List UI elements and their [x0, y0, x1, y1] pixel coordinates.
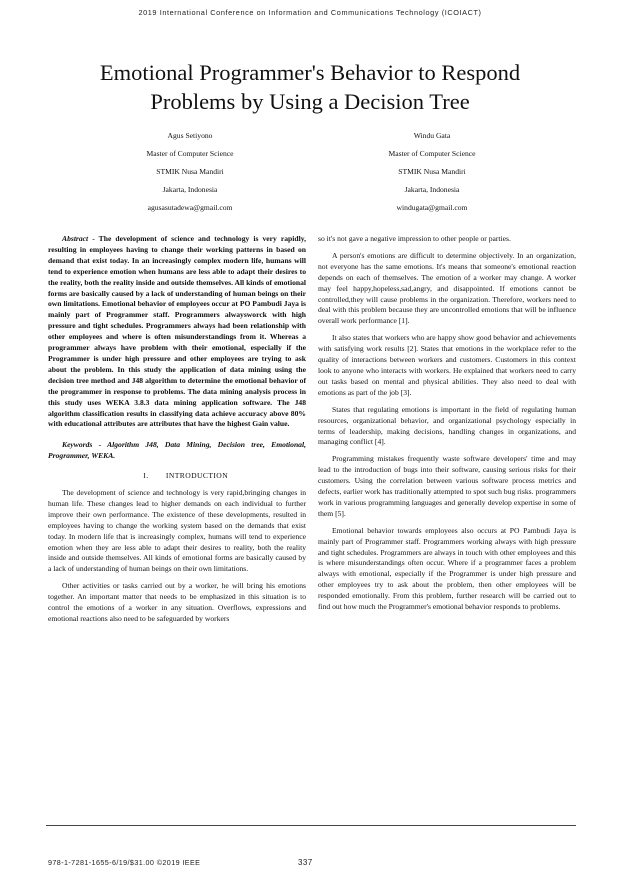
author-name: Windu Gata	[413, 131, 451, 140]
body-paragraph: A person's emotions are difficult to determine objectively. In an organization, not everyone has the same emotions. It's means that someone's emotional reaction depends on each of themselves. The emotion of a worker may change. A worker may feel happy,hopeless,sad,angry, and disappointed. If emotions cannot be controlled,they will cause problems in the organization. Therefore, workers need to deal with this problem because they are uncontrolled emotions that will be influence overall work performance [1].	[318, 250, 576, 326]
body-paragraph: The development of science and technology is very rapid,bringing changes in human life. These changes lead to higher demands on each individual to further improve their own performance. The existence of these developments, resulted in employees having to change the working system based on the demands that exist today. In modern life that is increasingly complex, humans will tend to experience emotion when they are less able to adapt their desires to reality, both the reality inside and outside themselves. All kinds of emotional forms are basically caused by a lack of understanding of human beings on their own limitations.	[48, 488, 306, 574]
author-location: Jakarta, Indonesia	[162, 185, 218, 194]
footer-rule	[46, 825, 576, 826]
body-paragraph: Emotional behavior towards employees also occurs at PO Pambudi Jaya is mainly part of Programmer staff. Programmers working always with high pressure and tight schedules. Programmers are always in touch with other employees and this is where misunderstandings often occur. Where if a programmer faces a problem always with emotional, especially if the Programmer is under high pressure and other employees try to ask about the problem, then other employees will be responded emotionally. From this problem, further research will be carried out to find out how much the Programmer's emotional behavior responds to problems.	[318, 525, 576, 612]
author-email: agusasutadewa@gmail.com	[147, 203, 233, 212]
body-paragraph: Other activities or tasks carried out by a worker, he will bring his emotions together. An important matter that needs to be emphasized in this situation is to control the emotions of a worker in any situation. Overflows, expressions and emotional reactions also need to be safeguarded by workers	[48, 581, 306, 623]
author-name: Agus Setiyono	[167, 131, 213, 140]
author-degree: Master of Computer Science	[146, 149, 234, 158]
title-line-1: Emotional Programmer's Behavior to Respond	[99, 60, 521, 85]
section-heading	[48, 471, 306, 482]
author-block-1	[90, 127, 290, 217]
page-number: 337	[298, 858, 313, 867]
abstract-text: - The development of science and technology is very rapidly, resulting in employees having to change their working patterns in based on demand that exist today. In an increasingly complex modern life, humans will tend to experience emotion when humans are less able to adapt their desires to the reality, both the reality inside and outside themselves. All kinds of emotional forms are basically caused by a lack of understanding of human beings on their own limitations. Emotional behavior of employees occur at PO Pambudi Jaya is mainly part of Programmer staff. Programmers alwaysworck with high pressure and tight schedules. Programmers always had been relationship with other employees and where is often misunderstandings from it. Whereas a programmer always have problem with their emotional, especially if the Programmer is under high pressure and other employees are trying to ask about the problem. In this study the application of data mining using the decision tree method and J48 algorithm to determine the emotional behavior of the programmer in response to problems. The data mining analysis process in this study uses WEKA 3.8.3 data mining application software. The J48 algorithm classification results in classifying data achieve accuracy above 80% with educational attributes are attributes that have the highest Gain value.	[48, 234, 306, 429]
keywords: Keywords - Algorithm J48, Data Mining, Decision tree, Emotional, Programmer, WEKA.	[48, 440, 306, 461]
paper-title	[40, 58, 580, 116]
conference-header: 2019 International Conference on Information and Communications Technology (ICOIACT)	[138, 8, 482, 17]
isbn-copyright: 978-1-7281-1655-6/19/$31.00 ©2019 IEEE	[48, 858, 201, 867]
left-column	[48, 234, 306, 631]
right-column	[318, 234, 576, 619]
section-title: INTRODUCTION	[165, 471, 229, 481]
body-paragraph: It also states that workers who are happy show good behavior and achievements with satisfying work results [2]. States that emotions in the workplace refer to the quality of interactions between workers and customers. Customers in this context look to anyone who interacts with workers. He explained that workers need to carry out tasks based on mental and physical abilities. They also need to deal with emotions as part of the job [3].	[318, 333, 576, 397]
section-number: I.	[143, 471, 149, 481]
author-degree: Master of Computer Science	[388, 149, 476, 158]
author-affiliation: STMIK Nusa Mandiri	[156, 167, 224, 176]
author-affiliation: STMIK Nusa Mandiri	[398, 167, 466, 176]
author-email: windugata@gmail.com	[396, 203, 468, 212]
abstract	[48, 234, 306, 430]
body-paragraph: Programming mistakes frequently waste software developers' time and may lead to the introduction of bugs into their software, causing serious risks for their customers. Using the correlation between various software process metrics and defects, earlier work has traditionally attempted to spot such bug risks. programmers work in various programming languages and generally develop expertise in some of them [5].	[318, 454, 576, 518]
abstract-label: Abstract	[62, 234, 89, 243]
author-block-2	[332, 127, 532, 217]
body-paragraph: so it's not gave a negative impression to other people or parties.	[318, 234, 511, 243]
title-line-2: Problems by Using a Decision Tree	[150, 89, 470, 114]
body-paragraph: States that regulating emotions is important in the field of regulating human resources, organizational behavior, and organizational psychology especially in terms of leadership, making decisions, handling changes in organizations, and managing conflict [4].	[318, 404, 576, 447]
author-location: Jakarta, Indonesia	[404, 185, 460, 194]
